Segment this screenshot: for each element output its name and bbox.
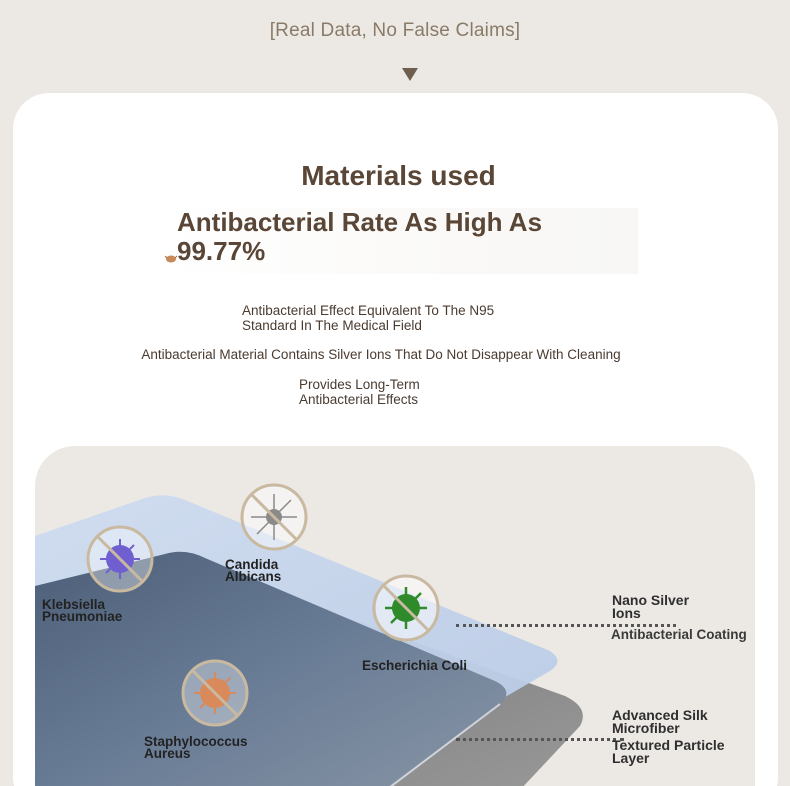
nano-silver-label-line-1: Nano Silver bbox=[612, 592, 690, 608]
textured-particle-label bbox=[612, 739, 725, 765]
nano-silver-label bbox=[612, 594, 689, 620]
staphylococcus-bacteria-icon bbox=[180, 658, 250, 728]
rate-line-1: Antibacterial Rate As High As bbox=[177, 207, 543, 237]
klebsiella-virus-icon bbox=[85, 524, 155, 594]
staphylococcus-label-line-2: Aureus bbox=[144, 746, 191, 761]
n95-description-line-1: Antibacterial Effect Equivalent To The N95 bbox=[242, 303, 495, 318]
textured-particle-label-line-2: Layer bbox=[612, 750, 650, 766]
down-arrow-icon bbox=[402, 68, 418, 81]
candida-fungus-icon bbox=[239, 482, 309, 552]
top-caption: [Real Data, No False Claims] bbox=[269, 20, 521, 41]
rate-line-2: 99.77% bbox=[177, 236, 266, 266]
long-term-description bbox=[299, 377, 499, 407]
antibacterial-coating-label: Antibacterial Coating bbox=[611, 627, 747, 642]
material-layers-illustration bbox=[35, 446, 755, 786]
klebsiella-label-line-1: Klebsiella bbox=[42, 597, 106, 612]
textured-particle-label-line-1: Textured Particle bbox=[612, 737, 725, 753]
long-term-description-line-2: Antibacterial Effects bbox=[299, 392, 419, 407]
antibacterial-rate-heading bbox=[177, 208, 577, 266]
nano-silver-label-line-2: Ions bbox=[612, 605, 641, 621]
klebsiella-label-line-2: Pneumoniae bbox=[42, 609, 123, 624]
silk-microfiber-label bbox=[612, 709, 708, 735]
particle-pointer-line bbox=[456, 738, 624, 741]
n95-description-line-2: Standard In The Medical Field bbox=[242, 318, 422, 333]
staphylococcus-label bbox=[144, 736, 248, 760]
candida-label-line-2: Albicans bbox=[225, 569, 282, 584]
candida-label-line-1: Candida bbox=[225, 557, 279, 572]
candida-label bbox=[225, 559, 281, 583]
n95-description bbox=[242, 303, 542, 333]
bug-icon bbox=[164, 254, 178, 264]
long-term-description-line-1: Provides Long-Term bbox=[299, 377, 420, 392]
ecoli-label: Escherichia Coli bbox=[362, 658, 468, 673]
materials-title: Materials used bbox=[301, 160, 496, 191]
silk-microfiber-label-line-2: Microfiber bbox=[612, 720, 680, 736]
ecoli-bacteria-icon bbox=[371, 573, 441, 643]
klebsiella-label bbox=[42, 599, 122, 623]
silk-microfiber-label-line-1: Advanced Silk bbox=[612, 707, 708, 723]
silver-ions-description: Antibacterial Material Contains Silver Ions That Do Not Disappear With Cleaning bbox=[141, 347, 621, 362]
staphylococcus-label-line-1: Staphylococcus bbox=[144, 734, 248, 749]
